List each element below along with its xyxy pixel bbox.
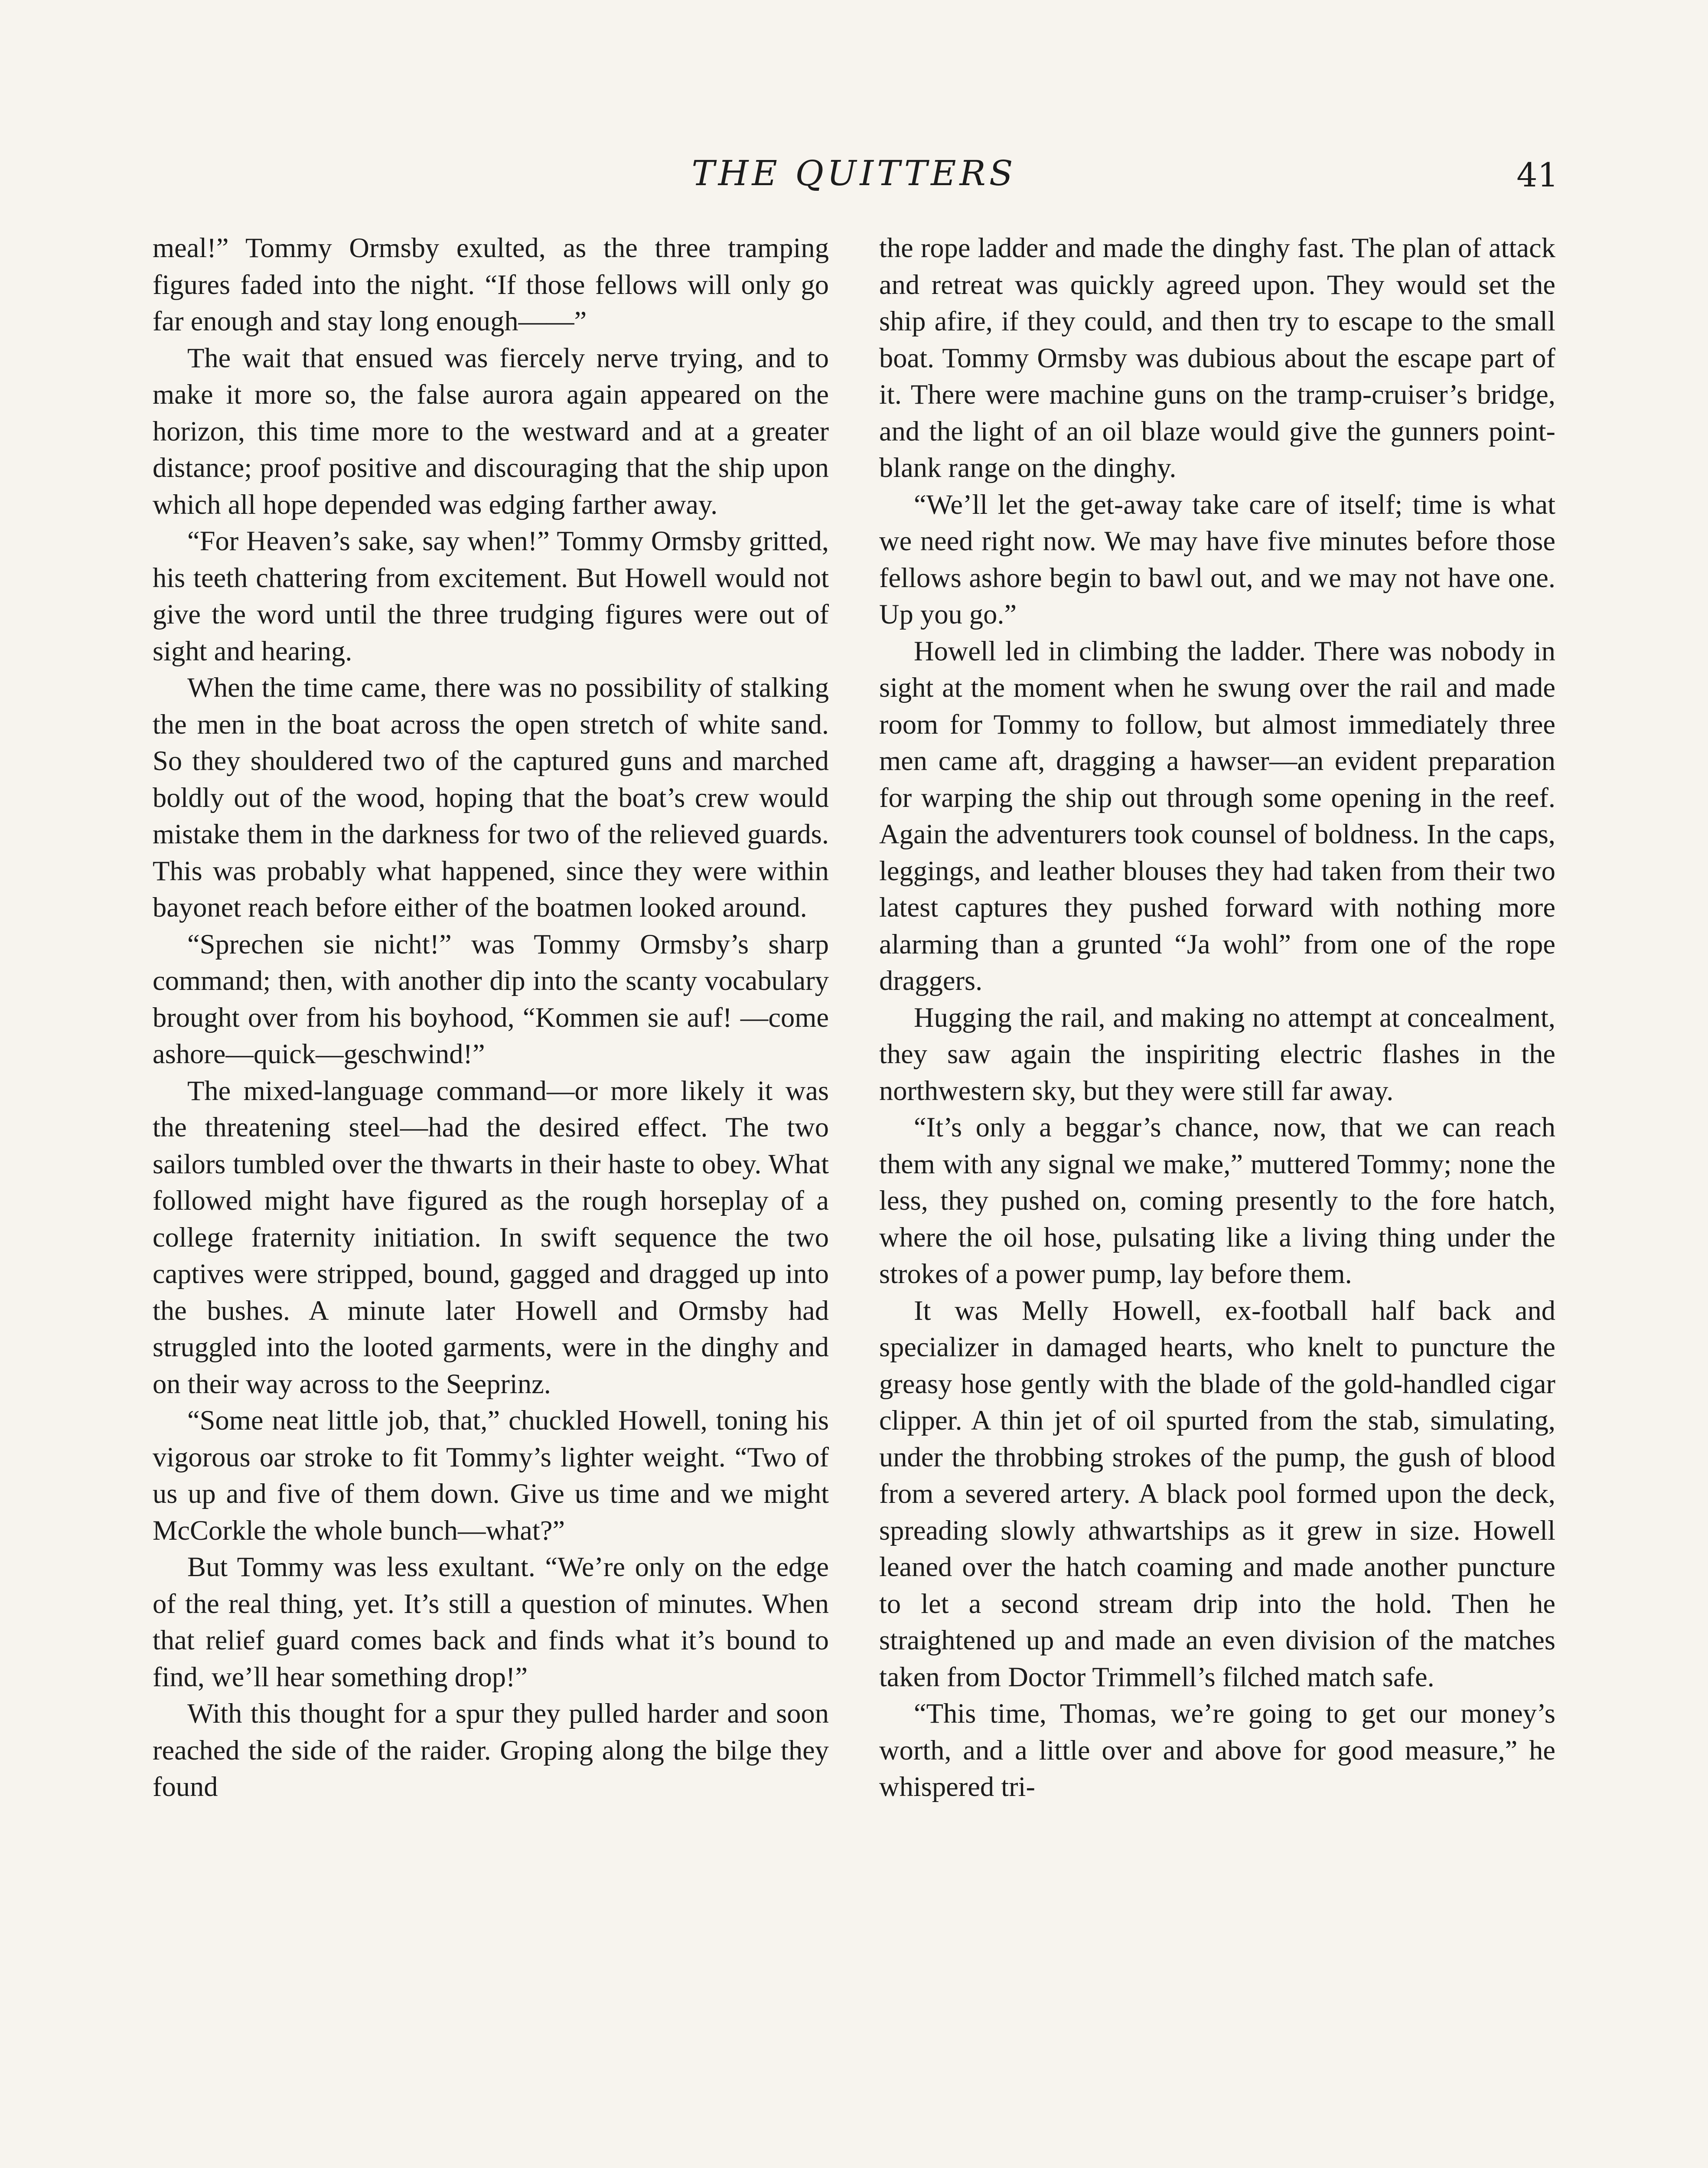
paragraph: But Tommy was less exultant. “We’re only on the edge of the real thing, yet. It’s still a question of minutes. When that relief guard comes back and finds what it’s bound to find, we’ll hear something drop!” <box>153 1551 829 1692</box>
left-column <box>153 230 829 2168</box>
paragraph: The mixed-language command—or more likely it was the threatening steel—had the desired effect. The two sailors tumbled over the thwarts in their haste to obey. What followed might have figured as the rough horseplay of a college fraternity initiation. In swift sequence the two captives were stripped, bound, gagged and dragged up into the bushes. A minute later Howell and Ormsby had struggled into the looted garments, were in the dinghy and on their way across to the Seeprinz. <box>153 1075 829 1399</box>
paragraph: “For Heaven’s sake, say when!” Tommy Ormsby gritted, his teeth chattering from excitement. But Howell would not give the word until the three trudging figures were out of sight and hearing. <box>153 526 829 666</box>
paragraph: meal!” Tommy Ormsby exulted, as the three tramping figures faded into the night. “If those fellows will only go far enough and stay long enough——” <box>153 232 829 336</box>
paragraph: “Some neat little job, that,” chuckled Howell, toning his vigorous oar stroke to fit Tommy’s lighter weight. “Two of us up and five of them down. Give us time and we might McCorkle the whole bunch—what?” <box>153 1405 829 1546</box>
page-number: 41 <box>1516 156 1558 194</box>
paragraph: With this thought for a spur they pulled harder and soon reached the side of the raider. Groping along the bilge they found <box>153 1698 829 1802</box>
paragraph: the rope ladder and made the dinghy fast. The plan of attack and retreat was quickly agreed upon. They would set the ship afire, if they could, and then try to escape to the small boat. Tommy Ormsby was dubious about the escape part of it. There were machine guns on the tramp-cruiser’s bridge, and the light of an oil blaze would give the gunners point-blank range on the dinghy. <box>879 232 1555 483</box>
running-head: THE QUITTERS <box>691 153 1017 193</box>
paragraph: “Sprechen sie nicht!” was Tommy Ormsby’s sharp command; then, with another dip into the scanty vocabulary brought over from his boyhood, “Kommen sie auf! —come ashore—quick—geschwind!” <box>153 928 829 1069</box>
page-header <box>0 147 1708 199</box>
paragraph: “We’ll let the get-away take care of itself; time is what we need right now. We may have five minutes before those fellows ashore begin to bawl out, and we may not have one. Up you go.” <box>879 489 1555 630</box>
paragraph: The wait that ensued was fiercely nerve trying, and to make it more so, the false aurora again appeared on the horizon, this time more to the westward and at a greater distance; proof positive and discouraging that the ship upon which all hope depended was edging farther away. <box>153 342 829 520</box>
paragraph: When the time came, there was no possibility of stalking the men in the boat across the open stretch of white sand. So they shouldered two of the captured guns and marched boldly out of the wood, hoping that the boat’s crew would mistake them in the darkness for two of the relieved guards. This was probably what happened, since they were within bayonet reach before either of the boatmen looked around. <box>153 672 829 923</box>
paragraph: “This time, Thomas, we’re going to get our money’s worth, and a little over and above for good measure,” he whispered tri- <box>879 1698 1555 1802</box>
paragraph: Howell led in climbing the ladder. There was nobody in sight at the moment when he swung over the rail and made room for Tommy to follow, but almost immediately three men came aft, dragging a hawser—an evident preparation for warping the ship out through some opening in the reef. Again the adventurers took counsel of boldness. In the caps, leggings, and leather blouses they had taken from their two latest captures they pushed forward with nothing more alarming than a grunted “Ja wohl” from one of the rope draggers. <box>879 635 1555 996</box>
right-column <box>879 230 1555 2168</box>
paragraph: Hugging the rail, and making no attempt at concealment, they saw again the inspiriting electric flashes in the northwestern sky, but they were still far away. <box>879 1002 1555 1106</box>
paragraph: “It’s only a beggar’s chance, now, that we can reach them with any signal we make,” muttered Tommy; none the less, they pushed on, coming presently to the fore hatch, where the oil hose, pulsating like a living thing under the strokes of a power pump, lay before them. <box>879 1112 1555 1289</box>
paragraph: It was Melly Howell, ex-football half back and specializer in damaged hearts, who knelt to puncture the greasy hose gently with the blade of the gold-handled cigar clipper. A thin jet of oil spurted from the stab, simulating, under the throbbing strokes of the pump, the gush of blood from a severed artery. A black pool formed upon the deck, spreading slowly athwartships as it grew in size. Howell leaned over the hatch coaming and made another puncture to let a second stream drip into the hold. Then he straightened up and made an even division of the matches taken from Doctor Trimmell’s filched match safe. <box>879 1295 1555 1692</box>
